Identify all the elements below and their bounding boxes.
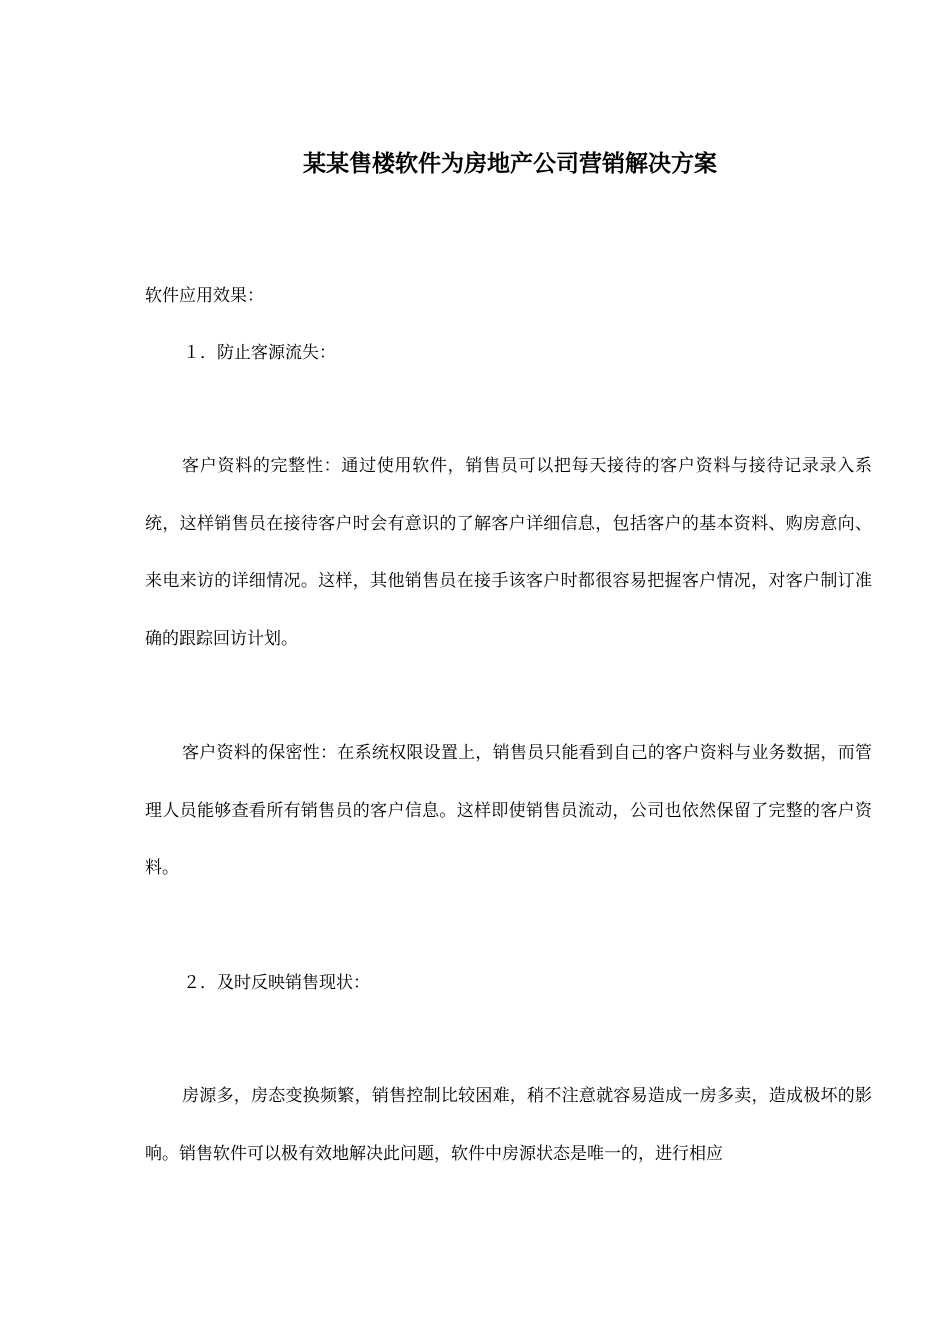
item-1-heading: １．防止客源流失：: [183, 343, 336, 363]
paragraph-customer-data-completeness: 客户资料的完整性：通过使用软件，销售员可以把每天接待的客户资料与接待记录录入系统，这样销售员在接待客户时会有意识的了解客户详细信息，包括客户的基本资料、购房意向、来电来访的详细情况。这样，其他销售员在接手该客户时都很容易把握客户情况，对客户制订准确的跟踪回访计划。: [145, 456, 872, 649]
paragraph-sales-status: 房源多，房态变换频繁，销售控制比较困难，稍不注意就容易造成一房多卖，造成极坏的影响。销售软件可以极有效地解决此问题，软件中房源状态是唯一的，进行相应: [145, 1086, 872, 1164]
item-2-heading: ２．及时反映销售现状：: [183, 973, 370, 993]
document-title: 某某售楼软件为房地产公司营销解决方案: [303, 150, 717, 177]
paragraph-customer-data-confidentiality: 客户资料的保密性：在系统权限设置上，销售员只能看到自己的客户资料与业务数据，而管理人员能够查看所有销售员的客户信息。这样即使销售员流动，公司也依然保留了完整的客户资料。: [145, 743, 872, 878]
section-heading: 软件应用效果：: [145, 286, 264, 306]
